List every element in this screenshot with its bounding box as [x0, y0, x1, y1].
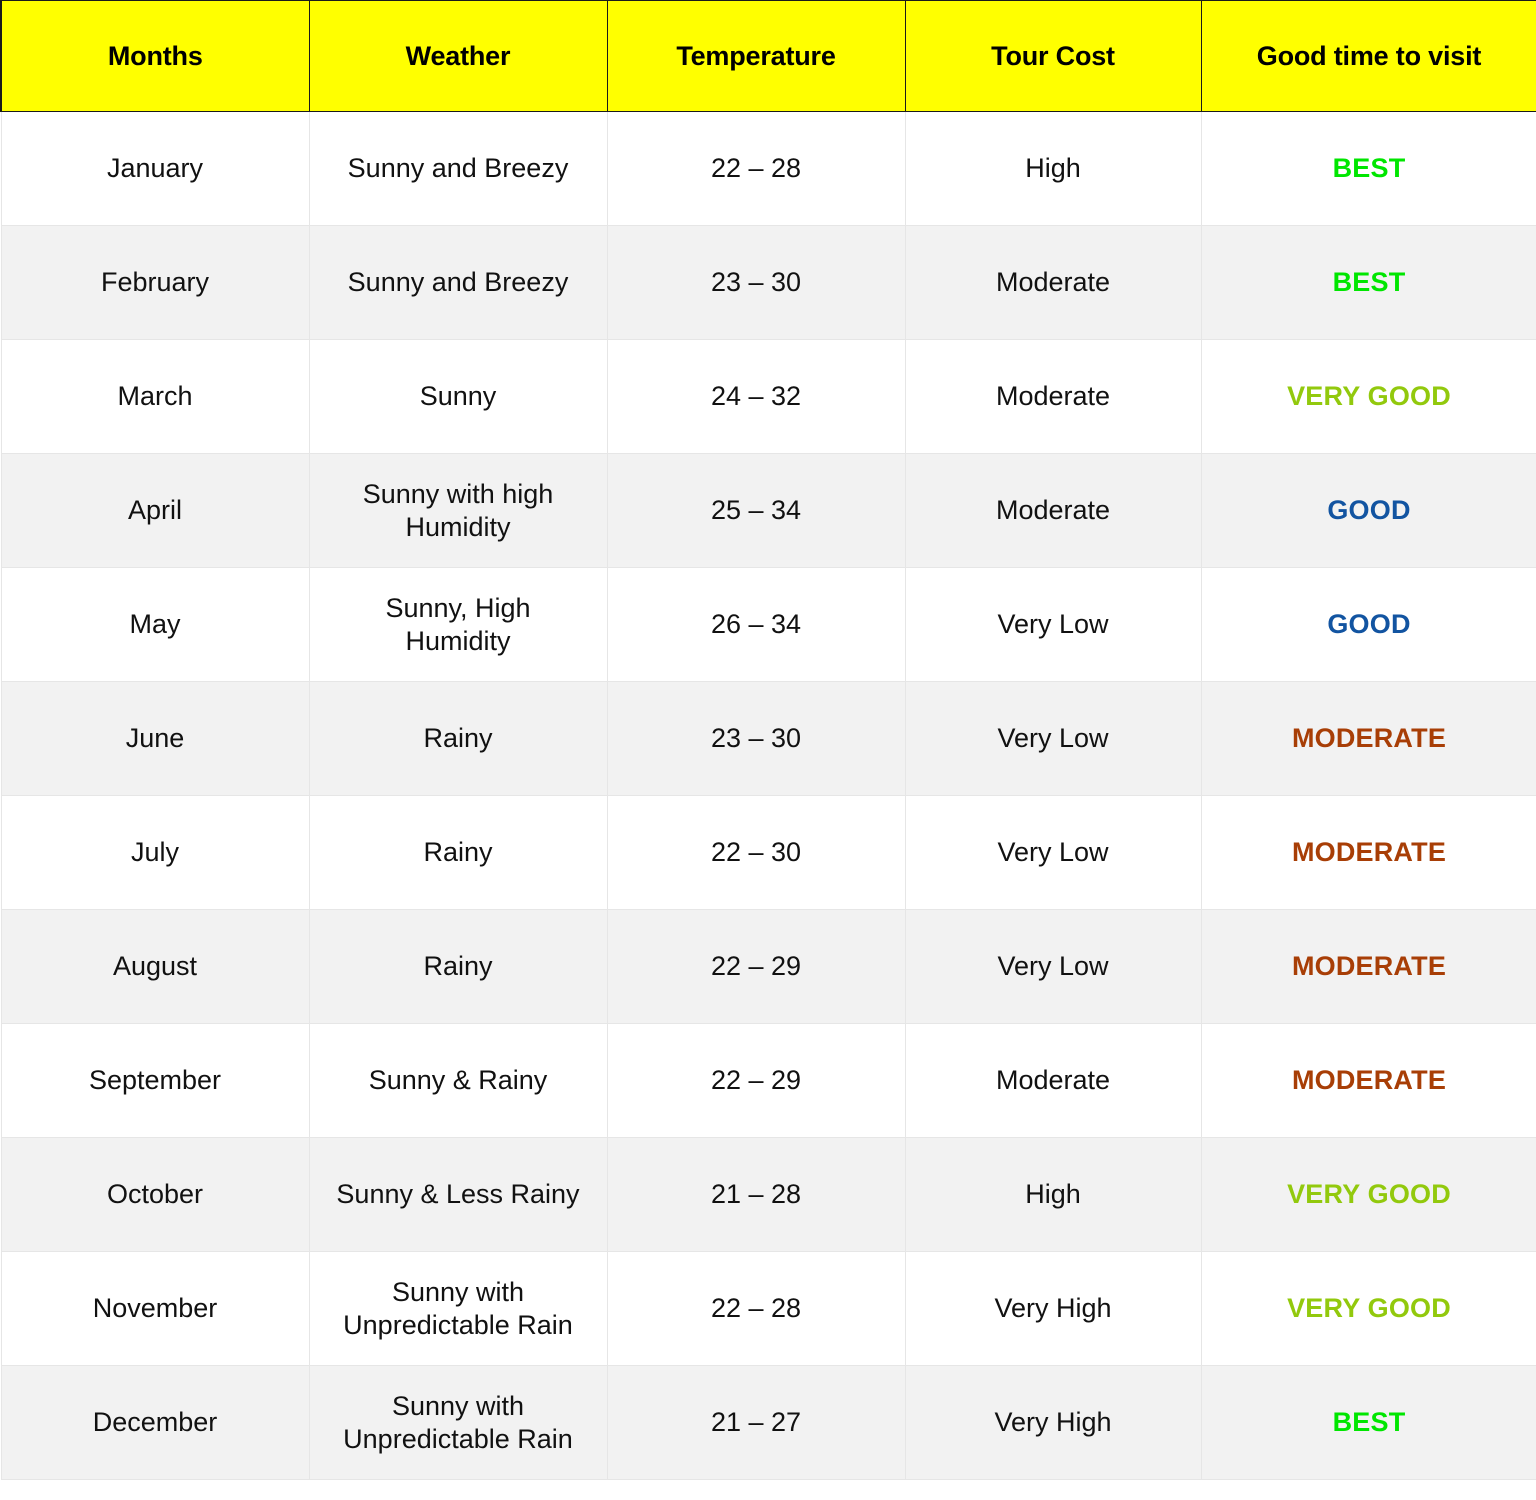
column-header-good-time-to-visit: Good time to visit — [1201, 1, 1536, 112]
weather-line-2: Humidity — [405, 625, 511, 656]
weather-line-2: Unpredictable Rain — [343, 1423, 573, 1454]
table-row — [1, 340, 1536, 454]
cell-tour-cost: Very High — [905, 1252, 1201, 1366]
cell-temperature: 24 – 32 — [607, 340, 905, 454]
cell-tour-cost: Very Low — [905, 910, 1201, 1024]
weather-line-2: Unpredictable Rain — [343, 1309, 573, 1340]
cell-tour-cost: Moderate — [905, 340, 1201, 454]
cell-temperature: 22 – 28 — [607, 112, 905, 226]
table-row — [1, 1366, 1536, 1480]
cell-weather — [309, 568, 607, 682]
table-row — [1, 112, 1536, 226]
cell-month: December — [1, 1366, 309, 1480]
table-row — [1, 796, 1536, 910]
cell-month: June — [1, 682, 309, 796]
weather-line-2: Humidity — [405, 511, 511, 542]
cell-good-time-to-visit: MODERATE — [1201, 1024, 1536, 1138]
cell-month: August — [1, 910, 309, 1024]
cell-weather — [309, 1252, 607, 1366]
cell-month: January — [1, 112, 309, 226]
table-body — [1, 112, 1536, 1480]
cell-weather — [309, 1024, 607, 1138]
table-row — [1, 1024, 1536, 1138]
weather-line-1: Sunny & Less Rainy — [336, 1179, 580, 1210]
cell-weather — [309, 1138, 607, 1252]
weather-line-1: Sunny, High — [385, 592, 531, 623]
cell-good-time-to-visit: MODERATE — [1201, 682, 1536, 796]
cell-tour-cost: Moderate — [905, 454, 1201, 568]
table-row — [1, 1138, 1536, 1252]
cell-temperature: 23 – 30 — [607, 682, 905, 796]
cell-temperature: 25 – 34 — [607, 454, 905, 568]
cell-tour-cost: Moderate — [905, 1024, 1201, 1138]
weather-line-1: Sunny with — [391, 1390, 525, 1421]
cell-good-time-to-visit: VERY GOOD — [1201, 1252, 1536, 1366]
weather-line-1: Rainy — [423, 837, 493, 868]
cell-month: November — [1, 1252, 309, 1366]
cell-tour-cost: Moderate — [905, 226, 1201, 340]
cell-good-time-to-visit: VERY GOOD — [1201, 340, 1536, 454]
cell-tour-cost: Very High — [905, 1366, 1201, 1480]
column-header-months: Months — [1, 1, 309, 112]
table-row — [1, 682, 1536, 796]
cell-tour-cost: Very Low — [905, 568, 1201, 682]
cell-month: October — [1, 1138, 309, 1252]
cell-tour-cost: High — [905, 112, 1201, 226]
cell-weather — [309, 340, 607, 454]
header-row — [1, 1, 1536, 112]
cell-temperature: 22 – 30 — [607, 796, 905, 910]
cell-weather — [309, 1366, 607, 1480]
cell-good-time-to-visit: BEST — [1201, 226, 1536, 340]
cell-temperature: 22 – 28 — [607, 1252, 905, 1366]
table-row — [1, 568, 1536, 682]
cell-tour-cost: High — [905, 1138, 1201, 1252]
cell-good-time-to-visit: VERY GOOD — [1201, 1138, 1536, 1252]
weather-line-1: Rainy — [423, 951, 493, 982]
cell-good-time-to-visit: BEST — [1201, 112, 1536, 226]
cell-weather — [309, 112, 607, 226]
cell-weather — [309, 226, 607, 340]
weather-line-1: Sunny with — [391, 1276, 525, 1307]
table-header — [1, 1, 1536, 112]
cell-temperature: 21 – 27 — [607, 1366, 905, 1480]
cell-month: July — [1, 796, 309, 910]
column-header-tour-cost: Tour Cost — [905, 1, 1201, 112]
weather-line-1: Rainy — [423, 723, 493, 754]
cell-weather — [309, 796, 607, 910]
cell-month: April — [1, 454, 309, 568]
cell-month: September — [1, 1024, 309, 1138]
cell-good-time-to-visit: GOOD — [1201, 454, 1536, 568]
table-row — [1, 226, 1536, 340]
cell-good-time-to-visit: BEST — [1201, 1366, 1536, 1480]
cell-weather — [309, 910, 607, 1024]
weather-line-1: Sunny — [419, 381, 497, 412]
table-row — [1, 910, 1536, 1024]
cell-temperature: 22 – 29 — [607, 1024, 905, 1138]
cell-weather — [309, 454, 607, 568]
cell-temperature: 23 – 30 — [607, 226, 905, 340]
table-row — [1, 1252, 1536, 1366]
cell-good-time-to-visit: GOOD — [1201, 568, 1536, 682]
cell-good-time-to-visit: MODERATE — [1201, 910, 1536, 1024]
cell-tour-cost: Very Low — [905, 796, 1201, 910]
weather-line-1: Sunny and Breezy — [347, 153, 569, 184]
weather-line-1: Sunny with high — [362, 478, 554, 509]
cell-good-time-to-visit: MODERATE — [1201, 796, 1536, 910]
cell-month: February — [1, 226, 309, 340]
table-row — [1, 454, 1536, 568]
column-header-temperature: Temperature — [607, 1, 905, 112]
cell-temperature: 22 – 29 — [607, 910, 905, 1024]
cell-weather — [309, 682, 607, 796]
column-header-weather: Weather — [309, 1, 607, 112]
cell-month: May — [1, 568, 309, 682]
cell-temperature: 21 – 28 — [607, 1138, 905, 1252]
cell-tour-cost: Very Low — [905, 682, 1201, 796]
weather-line-1: Sunny and Breezy — [347, 267, 569, 298]
weather-line-1: Sunny & Rainy — [368, 1065, 548, 1096]
cell-temperature: 26 – 34 — [607, 568, 905, 682]
cell-month: March — [1, 340, 309, 454]
